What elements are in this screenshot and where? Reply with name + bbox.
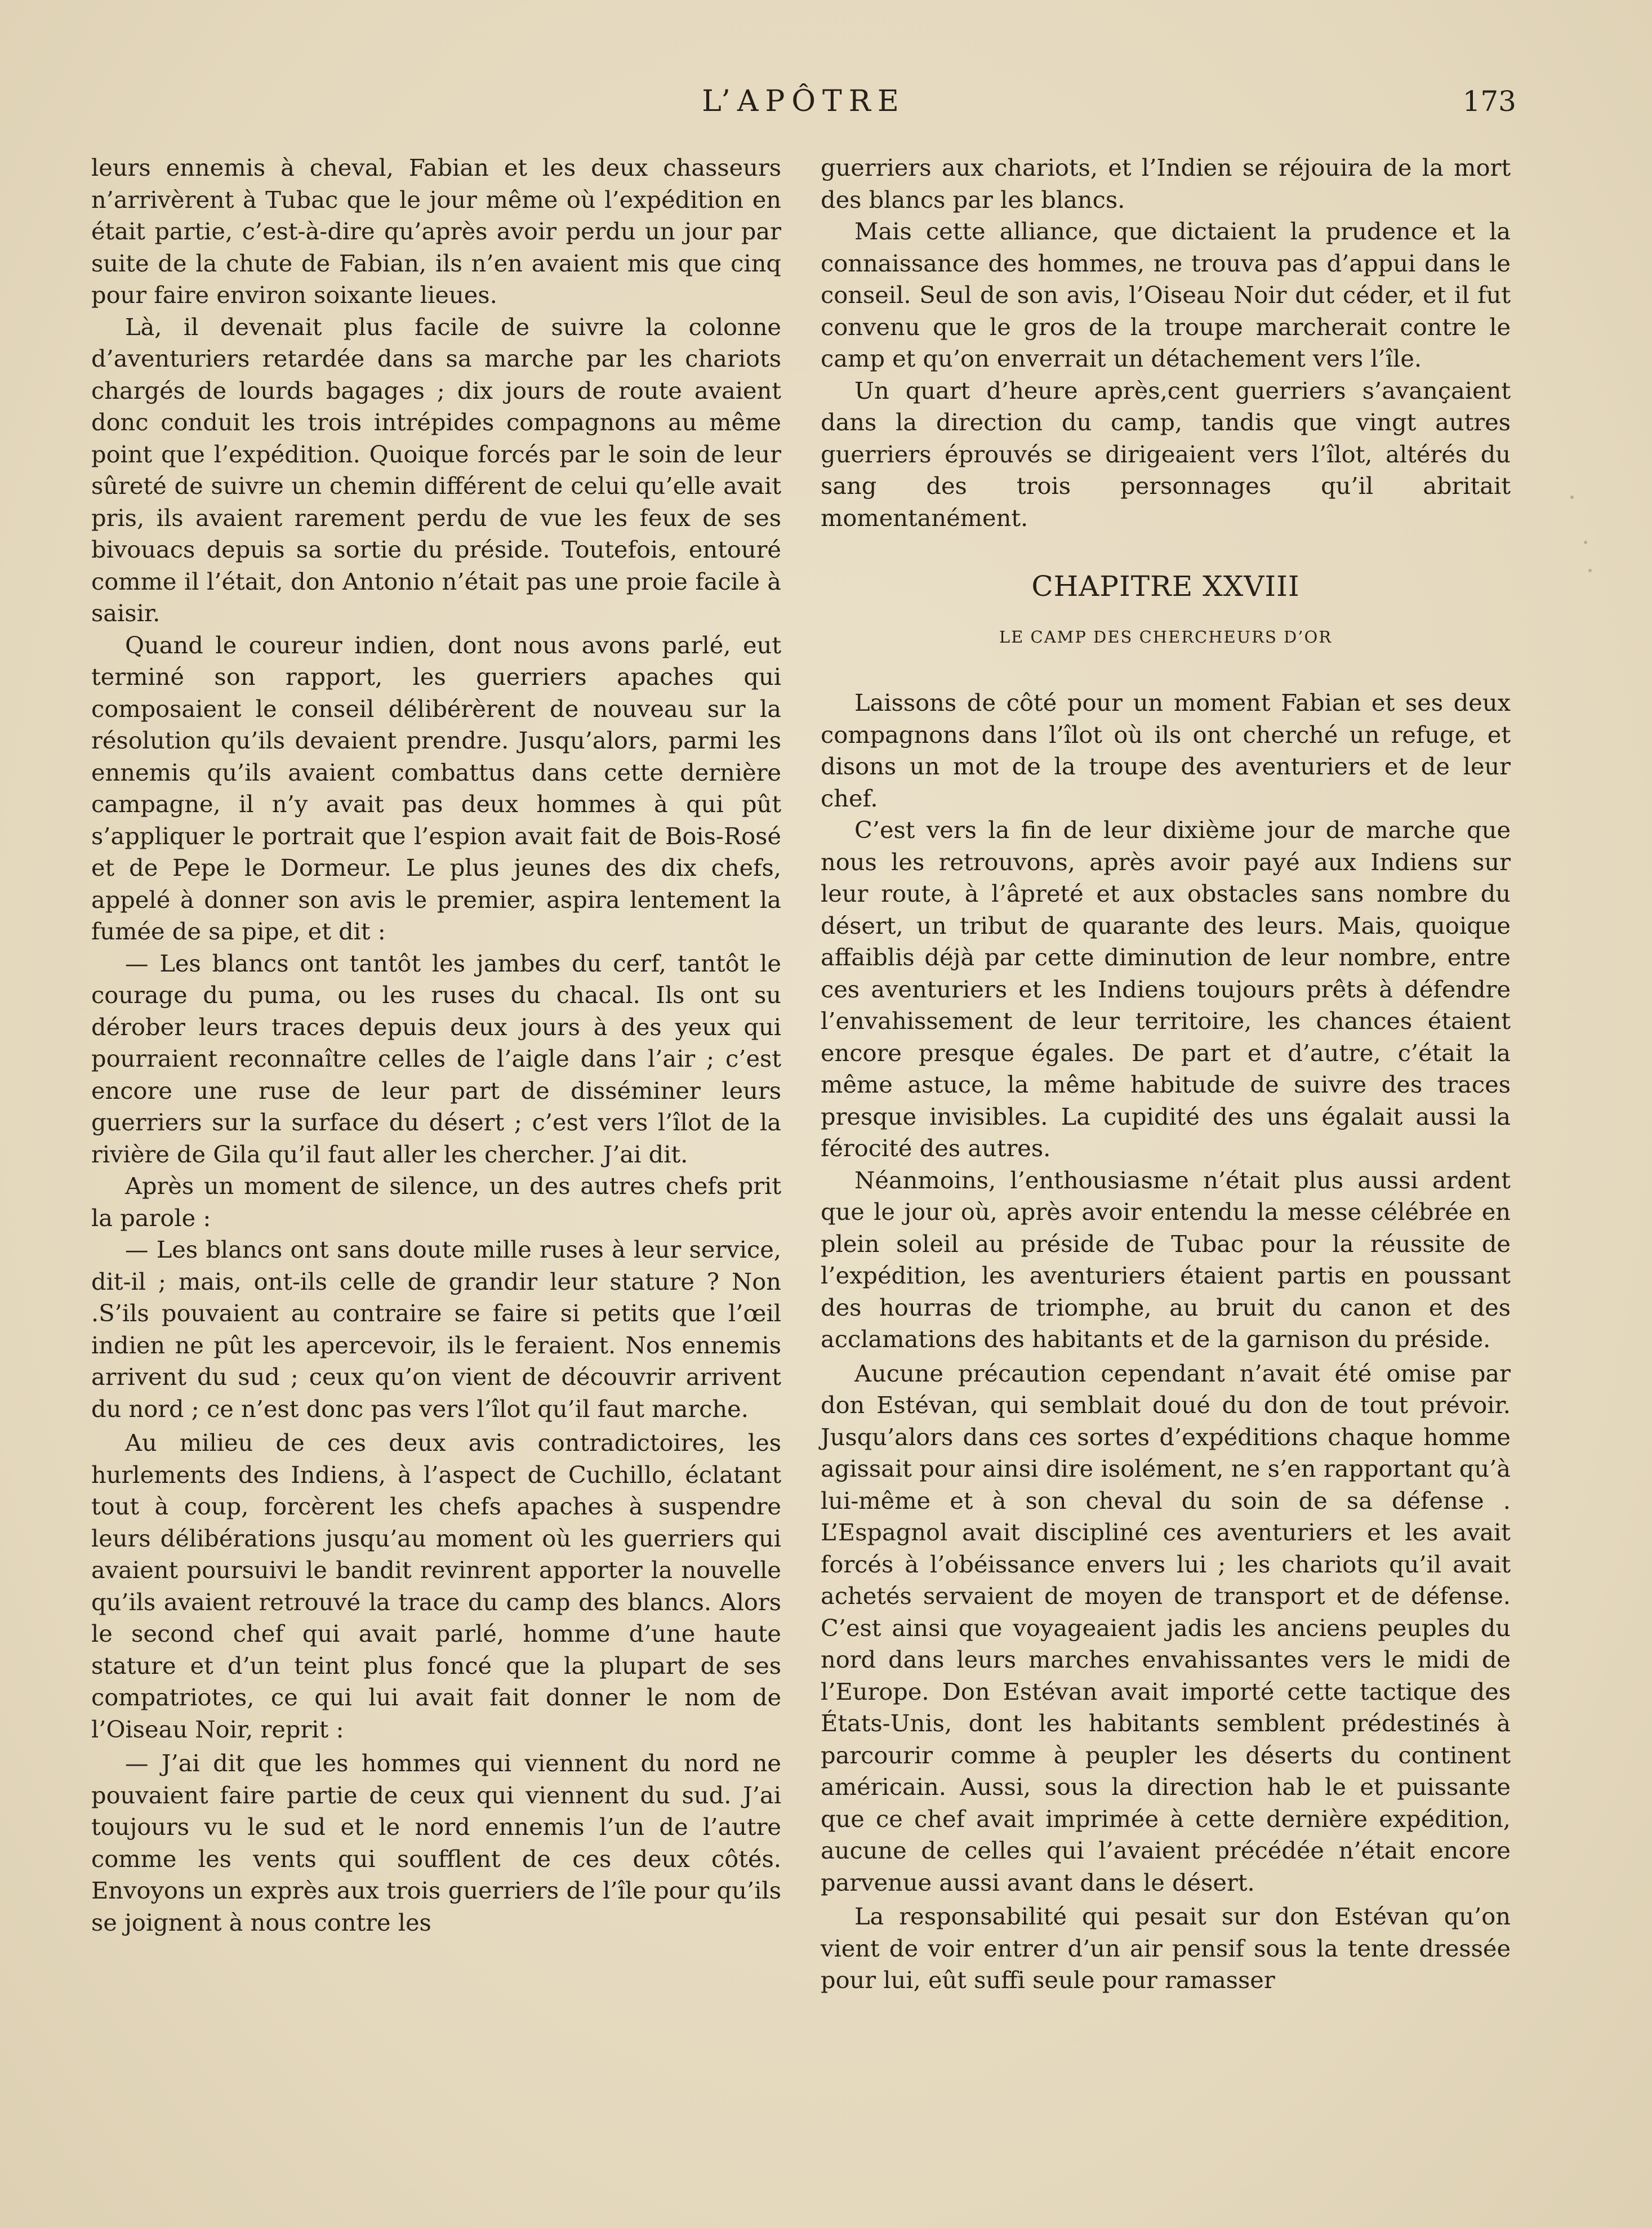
paragraph: Laissons de côté pour un moment Fabian et ses deux compagnons dans l’îlot où ils ont cherché un refuge, et disons un mot de la troupe des aventuriers et de leur chef. [821, 689, 1511, 812]
paragraph: leurs ennemis à cheval, Fabian et les deux chasseurs n’arrivèrent à Tubac que le jour même où l’expédition en était partie, c’est-à-dire qu’après avoir perdu un jour par suite de la chute de Fabian, ils n’en avaient mis que cinq pour faire environ soixante lieues. [91, 154, 781, 309]
paper-speck [1570, 496, 1574, 499]
paragraph: — Les blancs ont sans doute mille ruses à leur service, dit-il ; mais, ont-ils celle de grandir leur stature ? Non .S’ils pouvaient au contraire se faire si petits que l’œil indien ne pût les apercevoir, ils le feraient. Nos ennemis arrivent du sud ; ceux qu’on vient de découvrir arrivent du nord ; ce n’est donc pas vers l’îlot qu’il faut marche. [91, 1236, 781, 1423]
running-head [91, 79, 1516, 124]
paragraph: C’est vers la fin de leur dixième jour de marche que nous les retrouvons, après avoir payé aux Indiens sur leur route, à l’âpreté et aux obstacles sans nombre du désert, un tribut de quarante des leurs. Mais, quoique affaiblis déjà par cette diminution de leur nombre, entre ces aventuriers et les Indiens toujours prêts à défendre l’envahissement de leur territoire, les chances étaient encore presque égales. De part et d’autre, c’était la même astuce, la même habitude de suivre des traces presque invisibles. La cupidité des uns égalait aussi la férocité des autres. [821, 816, 1511, 1162]
paragraph: Là, il devenait plus facile de suivre la colonne d’aventuriers retardée dans sa marche par les chariots chargés de lourds bagages ; dix jours de route avaient donc conduit les trois intrépides compagnons au même point que l’expédition. Quoique forcés par le soin de leur sûreté de suivre un chemin différent de celui qu’elle avait pris, ils avaient rarement perdu de vue les feux de ses bivouacs depuis sa sortie du préside. Toutefois, entouré comme il l’était, don Antonio n’était pas une proie facile à saisir. [91, 313, 781, 627]
paragraph: guerriers aux chariots, et l’Indien se réjouira de la mort des blancs par les blancs. [821, 154, 1511, 213]
right-column [821, 152, 1511, 1997]
paragraph: — J’ai dit que les hommes qui viennent du nord ne pouvaient faire partie de ceux qui viennent du sud. J’ai toujours vu le sud et le nord ennemis l’un de l’autre comme les vents qui soufflent de ces deux côtés. Envoyons un exprès aux trois guerriers de l’île pour qu’ils se joignent à nous contre les [91, 1749, 781, 1936]
paragraph: — Les blancs ont tantôt les jambes du cerf, tantôt le courage du puma, ou les ruses du chacal. Ils ont su dérober leurs traces depuis deux jours à des yeux qui pourraient reconnaître celles de l’aigle dans l’air ; c’est encore une ruse de leur part de disséminer leurs guerriers sur la surface du désert ; c’est vers l’îlot de la rivière de Gila qu’il faut aller les chercher. J’ai dit. [91, 949, 781, 1168]
paragraph: La responsabilité qui pesait sur don Estévan qu’on vient de voir entrer d’un air pensif sous la tente dressée pour lui, eût suffi seule pour ramasser [821, 1902, 1511, 1994]
paragraph: Aucune précaution cependant n’avait été omise par don Estévan, qui semblait doué du don de tout prévoir. Jusqu’alors dans ces sortes d’expéditions chaque homme agissait pour ainsi dire isolément, ne s’en rapportant qu’à lui-même et à son cheval du soin de sa défense . L’Espagnol avait discipliné ces aventuriers et les avait forcés à l’obéissance envers lui ; les chariots qu’il avait achetés servaient de moyen de transport et de défense. C’est ainsi que voyageaient jadis les anciens peuples du nord dans leurs marches envahissantes vers le midi de l’Europe. Don Estévan avait importé cette tactique des États-Unis, dont les habitants semblent prédestinés à parcourir comme à peupler les déserts du continent américain. Aussi, sous la direction hab le et puissante que ce chef avait imprimée à cette dernière expédition, aucune de celles qui l’avaient précédée n’était encore parvenue aussi avant dans le désert. [821, 1359, 1511, 1896]
left-column [91, 152, 781, 1939]
paragraph: Après un moment de silence, un des autres chefs prit la parole : [91, 1172, 781, 1232]
paper-speck [1584, 541, 1587, 544]
paragraph: Un quart d’heure après,cent guerriers s’avançaient dans la direction du camp, tandis que vingt autres guerriers éprouvés se dirigeaient vers l’îlot, altérés du sang des trois personnages qu’il abritait momentanément. [821, 376, 1511, 532]
page-number: 173 [1462, 85, 1516, 118]
paragraph: Quand le coureur indien, dont nous avons parlé, eut terminé son rapport, les guerriers apaches qui composaient le conseil délibérèrent de nouveau sur la résolution qu’ils devaient prendre. Jusqu’alors, parmi les ennemis qu’ils avaient combattus dans cette dernière campagne, il n’y avait pas deux hommes à qui pût s’appliquer le portrait que l’espion avait fait de Bois-Rosé et de Pepe le Dormeur. Le plus jeunes des dix chefs, appelé à donner son avis le premier, aspira lentement la fumée de sa pipe, et dit : [91, 631, 781, 945]
paragraph: Au milieu de ces deux avis contradictoires, les hurlements des Indiens, à l’aspect de Cuchillo, éclatant tout à coup, forcèrent les chefs apaches à suspendre leurs délibérations jusqu’au moment où les guerriers qui avaient poursuivi le bandit revinrent apporter la nouvelle qu’ils avaient retrouvé la trace du camp des blancs. Alors le second chef qui avait parlé, homme d’une haute stature et d’un teint plus foncé que la plupart de ses compatriotes, ce qui lui avait fait donner le nom de l’Oiseau Noir, reprit : [91, 1429, 781, 1743]
paragraph: Mais cette alliance, que dictaient la prudence et la connaissance des hommes, ne trouva pas d’appui dans le conseil. Seul de son avis, l’Oiseau Noir dut céder, et il fut convenu que le gros de la troupe marcherait contre le camp et qu’on enverrait un détachement vers l’île. [821, 217, 1511, 372]
chapter-subtitle: LE CAMP DES CHERCHEURS D’OR [999, 627, 1333, 647]
chapter-title: CHAPITRE XXVIII [1031, 570, 1300, 603]
paragraph: Néanmoins, l’enthousiasme n’était plus aussi ardent que le jour où, après avoir entendu la messe célébrée en plein soleil au préside de Tubac pour la réussite de l’expédition, les aventuriers étaient partis en poussant des hourras de triomphe, au bruit du canon et des acclamations des habitants et de la garnison du préside. [821, 1166, 1511, 1353]
running-title: L’APÔTRE [702, 84, 906, 118]
paper-speck [1588, 569, 1592, 572]
